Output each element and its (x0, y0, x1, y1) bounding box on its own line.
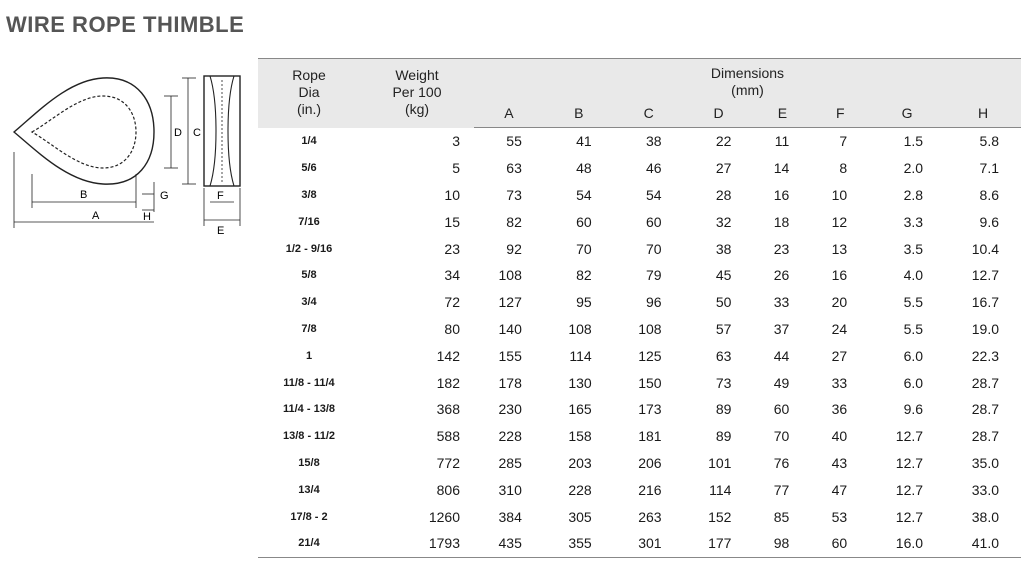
cell-dim-e: 14 (773, 160, 790, 177)
cell-dim-b: 305 (568, 508, 592, 525)
cell-dim-b: 60 (576, 213, 592, 230)
table-row (258, 530, 1021, 557)
cell-dim-c: 79 (646, 267, 662, 284)
cell-weight: 10 (444, 186, 460, 203)
cell-rope-dia: 15/8 (298, 456, 320, 469)
cell-dim-h: 22.3 (971, 347, 999, 364)
cell-dim-b: 355 (544, 530, 614, 557)
cell-rope-dia: 7/16 (298, 215, 320, 228)
cell-weight: 1260 (428, 508, 460, 525)
cell-dim-d: 22 (715, 133, 732, 150)
table-row (258, 476, 1021, 503)
cell-dim-g: 12.7 (895, 508, 924, 525)
cell-dim-e: 70 (773, 428, 790, 445)
cell-weight: 15 (444, 213, 460, 230)
cell-dim-g: 6.0 (903, 374, 924, 391)
dim-label-f: F (217, 190, 224, 202)
cell-rope-dia: 21/4 (258, 530, 360, 557)
table-row (258, 316, 1021, 343)
cell-dim-a: 178 (498, 374, 522, 391)
cell-dim-h: 35.0 (971, 454, 999, 471)
cell-dim-d: 89 (715, 401, 732, 418)
cell-dim-g: 12.7 (895, 428, 924, 445)
header-weight (360, 59, 474, 128)
cell-dim-c: 70 (646, 240, 662, 257)
cell-dim-h: 38.0 (971, 508, 999, 525)
cell-weight: 72 (444, 294, 460, 311)
cell-dim-a: 127 (498, 294, 522, 311)
dim-label-e: E (217, 225, 225, 237)
dim-label-h: H (143, 211, 151, 223)
cell-rope-dia: 1 (305, 349, 313, 362)
cell-dim-e: 77 (773, 481, 790, 498)
cell-dim-f: 33 (831, 374, 848, 391)
cell-dim-b: 95 (576, 294, 592, 311)
cell-rope-dia: 13/8 - 11/2 (283, 430, 335, 443)
cell-dim-e: 23 (773, 240, 790, 257)
table-row (258, 235, 1021, 262)
cell-dim-g: 9.6 (903, 401, 924, 418)
cell-dim-c: 54 (646, 186, 662, 203)
cell-dim-f: 60 (811, 530, 869, 557)
table-row (258, 262, 1021, 289)
cell-weight: 34 (444, 267, 460, 284)
cell-dim-a: 310 (498, 481, 522, 498)
cell-dim-f: 53 (831, 508, 848, 525)
cell-dim-f: 8 (839, 160, 848, 177)
dim-label-b: B (80, 189, 88, 201)
cell-dim-f: 40 (831, 428, 848, 445)
cell-dim-a: 55 (506, 133, 522, 150)
dim-label-g: G (160, 190, 169, 202)
cell-rope-dia: 13/4 (298, 483, 320, 496)
cell-dim-f: 36 (831, 401, 848, 418)
table-row (258, 423, 1021, 450)
header-rope-line3: (in.) (296, 101, 322, 117)
header-col-e: E (753, 100, 811, 128)
cell-dim-d: 101 (708, 454, 732, 471)
cell-rope-dia: 11/4 - 13/8 (283, 403, 335, 416)
cell-weight: 80 (444, 320, 460, 337)
cell-dim-e: 49 (773, 374, 790, 391)
cell-dim-h: 7.1 (979, 160, 999, 177)
cell-dim-f: 7 (839, 133, 848, 150)
cell-dim-h: 41.0 (945, 530, 1021, 557)
cell-dim-b: 114 (569, 347, 592, 364)
table-body (258, 128, 1021, 558)
cell-dim-h: 5.8 (979, 133, 999, 150)
cell-dim-b: 108 (568, 320, 592, 337)
cell-dim-h: 33.0 (971, 481, 999, 498)
dim-label-d: D (174, 127, 182, 139)
cell-dim-b: 48 (576, 160, 592, 177)
cell-dim-c: 108 (638, 320, 662, 337)
cell-dim-h: 19.0 (971, 320, 999, 337)
page-title: WIRE ROPE THIMBLE (6, 12, 245, 37)
cell-dim-f: 24 (831, 320, 848, 337)
cell-dim-d: 152 (708, 508, 732, 525)
cell-dim-b: 41 (576, 133, 592, 150)
header-rope-dia (258, 59, 360, 128)
table-row (258, 503, 1021, 530)
cell-dim-h: 12.7 (971, 267, 999, 284)
cell-dim-g: 12.7 (895, 481, 924, 498)
cell-dim-b: 130 (568, 374, 592, 391)
cell-dim-h: 16.7 (971, 294, 999, 311)
cell-dim-a: 92 (506, 240, 522, 257)
header-weight-line2: Per 100 (392, 84, 442, 100)
cell-dim-g: 4.0 (903, 267, 924, 284)
cell-dim-e: 11 (774, 133, 790, 150)
cell-dim-g: 3.3 (903, 213, 924, 230)
cell-weight: 182 (436, 374, 460, 391)
cell-dim-a: 73 (506, 186, 522, 203)
cell-dim-g: 1.5 (903, 133, 924, 150)
header-col-f: F (811, 100, 869, 128)
cell-dim-g: 16.0 (869, 530, 945, 557)
cell-dim-b: 158 (568, 428, 592, 445)
table-row (258, 369, 1021, 396)
cell-dim-c: 173 (638, 401, 662, 418)
cell-dim-a: 82 (506, 213, 522, 230)
cell-dim-d: 57 (715, 320, 732, 337)
cell-dim-d: 114 (709, 481, 732, 498)
header-dimensions-line2: (mm) (731, 82, 764, 98)
table-row (258, 289, 1021, 316)
cell-dim-a: 384 (498, 508, 522, 525)
cell-dim-c: 150 (638, 374, 662, 391)
table-row (258, 182, 1021, 209)
header-rope-line1: Rope (292, 67, 326, 83)
cell-weight: 5 (452, 160, 460, 177)
cell-dim-d: 50 (715, 294, 732, 311)
dim-label-c: C (193, 127, 201, 139)
cell-dim-a: 140 (498, 320, 522, 337)
cell-rope-dia: 3/4 (301, 296, 317, 309)
cell-dim-b: 70 (576, 240, 592, 257)
cell-rope-dia: 1/4 (301, 135, 317, 148)
cell-weight: 23 (444, 240, 460, 257)
cell-dim-h: 28.7 (971, 428, 999, 445)
header-weight-line1: Weight (395, 67, 439, 83)
cell-dim-d: 32 (715, 213, 732, 230)
cell-weight: 3 (452, 133, 460, 150)
cell-dim-c: 125 (638, 347, 662, 364)
cell-dim-e: 44 (773, 347, 790, 364)
cell-weight: 368 (436, 401, 460, 418)
cell-dim-c: 301 (614, 530, 684, 557)
dim-label-a: A (92, 210, 100, 222)
cell-dim-a: 63 (506, 160, 522, 177)
cell-dim-d: 45 (715, 267, 732, 284)
cell-dim-c: 206 (638, 454, 662, 471)
cell-weight: 142 (436, 347, 460, 364)
cell-dim-e: 16 (773, 186, 790, 203)
cell-rope-dia: 17/8 - 2 (290, 510, 328, 523)
cell-dim-h: 9.6 (979, 213, 999, 230)
cell-dim-a: 230 (498, 401, 522, 418)
cell-dim-c: 96 (646, 294, 662, 311)
cell-dim-d: 38 (715, 240, 732, 257)
cell-dim-f: 47 (831, 481, 848, 498)
cell-dim-a: 285 (498, 454, 522, 471)
cell-dim-h: 28.7 (971, 401, 999, 418)
cell-dim-b: 82 (576, 267, 592, 284)
cell-dim-c: 60 (646, 213, 662, 230)
cell-dim-c: 38 (646, 133, 662, 150)
cell-dim-e: 76 (773, 454, 790, 471)
cell-dim-d: 89 (715, 428, 732, 445)
cell-weight: 1793 (360, 530, 474, 557)
cell-rope-dia: 1/2 - 9/16 (285, 242, 333, 255)
cell-dim-d: 63 (715, 347, 732, 364)
cell-dim-c: 46 (646, 160, 662, 177)
header-dimensions (474, 59, 1021, 101)
cell-dim-b: 228 (568, 481, 592, 498)
cell-dim-g: 3.5 (903, 240, 924, 257)
table-row (258, 342, 1021, 369)
cell-dim-f: 43 (831, 454, 848, 471)
header-dimensions-line1: Dimensions (710, 65, 785, 81)
cell-rope-dia: 3/8 (301, 188, 317, 201)
cell-dim-c: 181 (638, 428, 662, 445)
header-col-d: D (684, 100, 754, 128)
cell-dim-h: 8.6 (979, 186, 999, 203)
cell-dim-e: 18 (773, 213, 790, 230)
cell-rope-dia: 7/8 (301, 322, 317, 335)
cell-dim-f: 16 (831, 267, 848, 284)
cell-dim-e: 26 (773, 267, 790, 284)
cell-dim-g: 2.0 (903, 160, 924, 177)
cell-weight: 772 (436, 454, 460, 471)
table-row (258, 155, 1021, 182)
cell-dim-e: 33 (773, 294, 790, 311)
cell-dim-a: 435 (474, 530, 544, 557)
cell-dim-c: 263 (638, 508, 662, 525)
cell-dim-d: 27 (715, 160, 732, 177)
cell-dim-f: 20 (831, 294, 848, 311)
cell-dim-e: 60 (773, 401, 790, 418)
cell-dim-g: 12.7 (895, 454, 924, 471)
cell-dim-e: 37 (773, 320, 790, 337)
thimble-diagram (8, 62, 253, 242)
header-rope-line2: Dia (298, 84, 320, 100)
cell-dim-a: 155 (498, 347, 522, 364)
cell-dim-g: 6.0 (903, 347, 924, 364)
cell-rope-dia: 5/6 (301, 162, 317, 175)
thimble-drawing (8, 62, 253, 242)
table-row (258, 128, 1021, 155)
cell-dim-a: 108 (498, 267, 522, 284)
header-weight-line3: (kg) (404, 101, 430, 117)
cell-dim-b: 165 (568, 401, 592, 418)
table-row (258, 208, 1021, 235)
header-col-g: G (869, 100, 945, 128)
cell-dim-h: 10.4 (971, 240, 999, 257)
cell-dim-d: 177 (684, 530, 754, 557)
cell-dim-f: 27 (831, 347, 848, 364)
cell-dim-e: 98 (753, 530, 811, 557)
header-col-c: C (614, 100, 684, 128)
header-col-a: A (474, 100, 544, 128)
cell-dim-d: 28 (715, 186, 732, 203)
header-col-h: H (945, 100, 1021, 128)
cell-dim-h: 28.7 (971, 374, 999, 391)
cell-dim-g: 5.5 (903, 320, 924, 337)
cell-dim-g: 2.8 (903, 186, 924, 203)
header-col-b: B (544, 100, 614, 128)
cell-rope-dia: 11/8 - 11/4 (283, 376, 335, 389)
cell-dim-b: 203 (568, 454, 592, 471)
cell-weight: 806 (436, 481, 460, 498)
cell-dim-a: 228 (498, 428, 522, 445)
cell-dim-c: 216 (638, 481, 662, 498)
cell-dim-e: 85 (773, 508, 790, 525)
cell-dim-d: 73 (715, 374, 732, 391)
cell-dim-b: 54 (576, 186, 592, 203)
cell-dim-g: 5.5 (903, 294, 924, 311)
cell-dim-f: 10 (831, 186, 848, 203)
cell-dim-f: 13 (831, 240, 848, 257)
cell-rope-dia: 5/8 (301, 269, 317, 282)
table-row (258, 396, 1021, 423)
table-row (258, 450, 1021, 477)
thimble-table-wrapper (258, 58, 1021, 558)
cell-dim-f: 12 (831, 213, 848, 230)
cell-weight: 588 (436, 428, 460, 445)
thimble-spec-table (258, 58, 1021, 558)
